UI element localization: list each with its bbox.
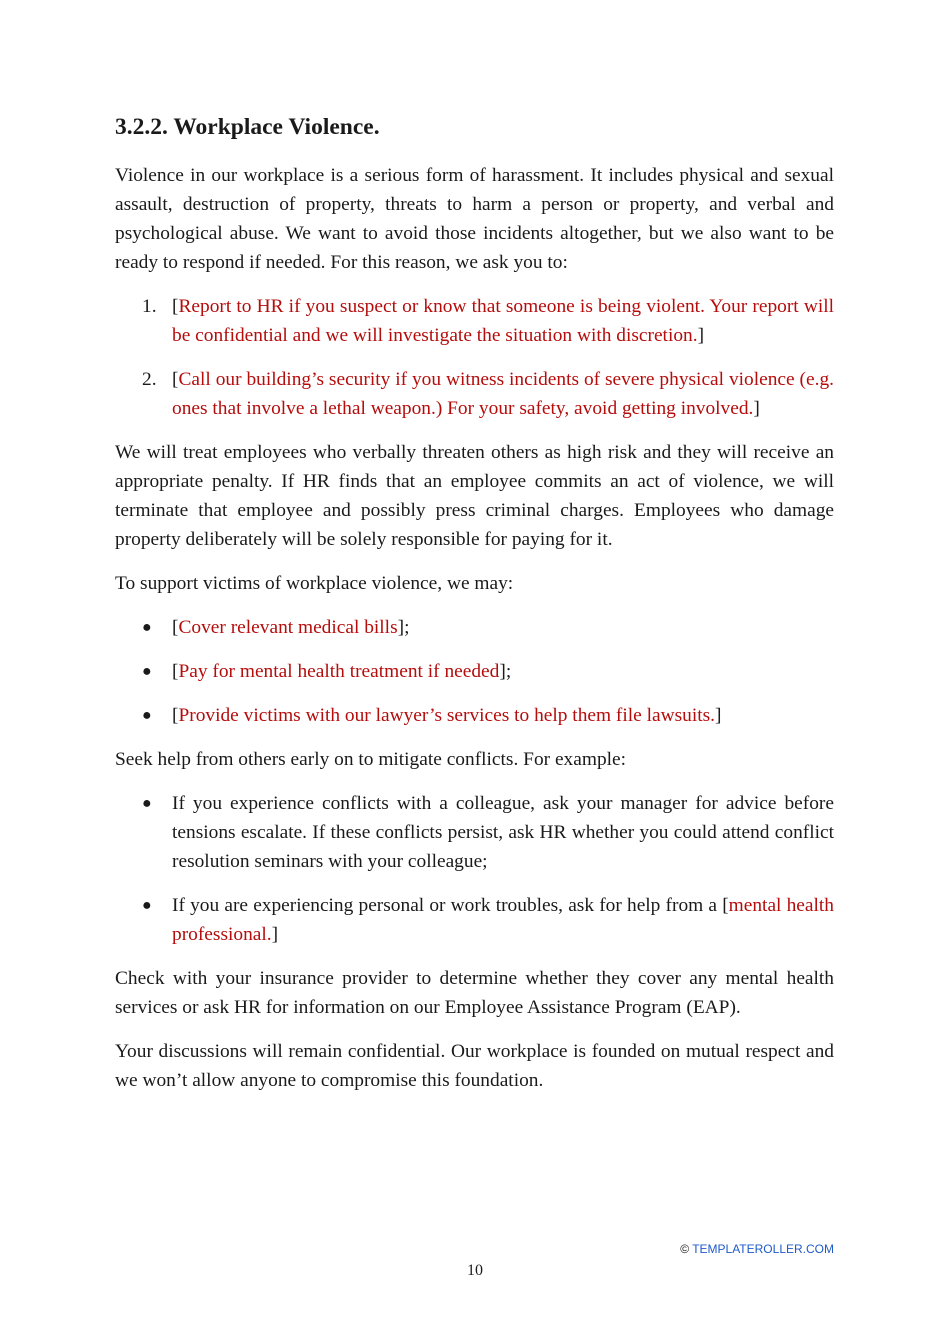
penalty-paragraph: We will treat employees who verbally threaten others as high risk and they will receive an appropriate penalty. If HR finds that an employee commits an act of violence, we will terminate that employee and possibly press criminal charges. Employees who damage property deliberately will be solely responsible for paying for it. [115, 441, 834, 550]
closing-paragraph: Your discussions will remain confidential. Our workplace is founded on mutual respect and we won’t allow anyone to compromise this foundation. [115, 1040, 834, 1091]
footer-brand [680, 1242, 834, 1256]
help-intro: Seek help from others early on to mitigate conflicts. For example: [115, 748, 627, 770]
document-page [115, 112, 834, 1110]
placeholder-text: Report to HR if you suspect or know that someone is being violent. Your report will be confidential and we will investigate the situation with discretion. [172, 295, 834, 346]
list-item: ● [Provide victims with our lawyer’s services to help them file lawsuits.] [115, 701, 834, 730]
bullet-icon: ● [142, 794, 152, 812]
list-number: 1. [142, 295, 157, 317]
numbered-list [115, 292, 834, 423]
list-item: ● If you experience conflicts with a colleague, ask your manager for advice before tensions escalate. If these conflicts persist, ask HR whether you could attend conflict resolution seminars with your colleague; [115, 789, 834, 876]
placeholder-text: Pay for mental health treatment if needed [178, 660, 500, 682]
copyright-icon: © [680, 1242, 690, 1256]
list-item: 2. [Call our building’s security if you witness incidents of severe physical violence (e.g. ones that involve a lethal weapon.) For your safety, avoid getting involved.] [115, 365, 834, 423]
list-item: ● [Pay for mental health treatment if needed]; [115, 657, 834, 686]
section-heading: 3.2.2. Workplace Violence. [115, 114, 380, 140]
placeholder-text: Provide victims with our lawyer’s services to help them file lawsuits. [178, 704, 716, 726]
intro-paragraph: Violence in our workplace is a serious form of harassment. It includes physical and sexual assault, destruction of property, threats to harm a person or property, and verbal and psychological abuse. We want to avoid those incidents altogether, but we also want to be ready to respond if needed. For this reason, we ask you to: [115, 164, 834, 273]
placeholder-text: Call our building’s security if you witness incidents of severe physical violence (e.g. ones that involve a lethal weapon.) For your safety, avoid getting involved. [172, 368, 834, 419]
brand-link[interactable]: TEMPLATEROLLER.COM [692, 1242, 834, 1256]
list-item: ● If you are experiencing personal or work troubles, ask for help from a [mental health professional.] [115, 891, 834, 949]
bullet-icon: ● [142, 618, 152, 636]
list-item: ● [Cover relevant medical bills]; [115, 613, 834, 642]
placeholder-text: mental health professional. [172, 894, 834, 945]
bullet-icon: ● [142, 706, 152, 724]
support-intro: To support victims of workplace violence, we may: [115, 572, 514, 594]
list-item: 1. [Report to HR if you suspect or know that someone is being violent. Your report will be confidential and we will investigate the situation with discretion.] [115, 292, 834, 350]
placeholder-text: Cover relevant medical bills [178, 616, 398, 638]
page-number: 10 [467, 1262, 483, 1279]
bullet-icon: ● [142, 896, 152, 914]
list-number: 2. [142, 368, 157, 390]
help-list [115, 789, 834, 949]
support-list [115, 613, 834, 730]
bullet-icon: ● [142, 662, 152, 680]
insurance-paragraph: Check with your insurance provider to determine whether they cover any mental health services or ask HR for information on our Employee Assistance Program (EAP). [115, 967, 834, 1018]
